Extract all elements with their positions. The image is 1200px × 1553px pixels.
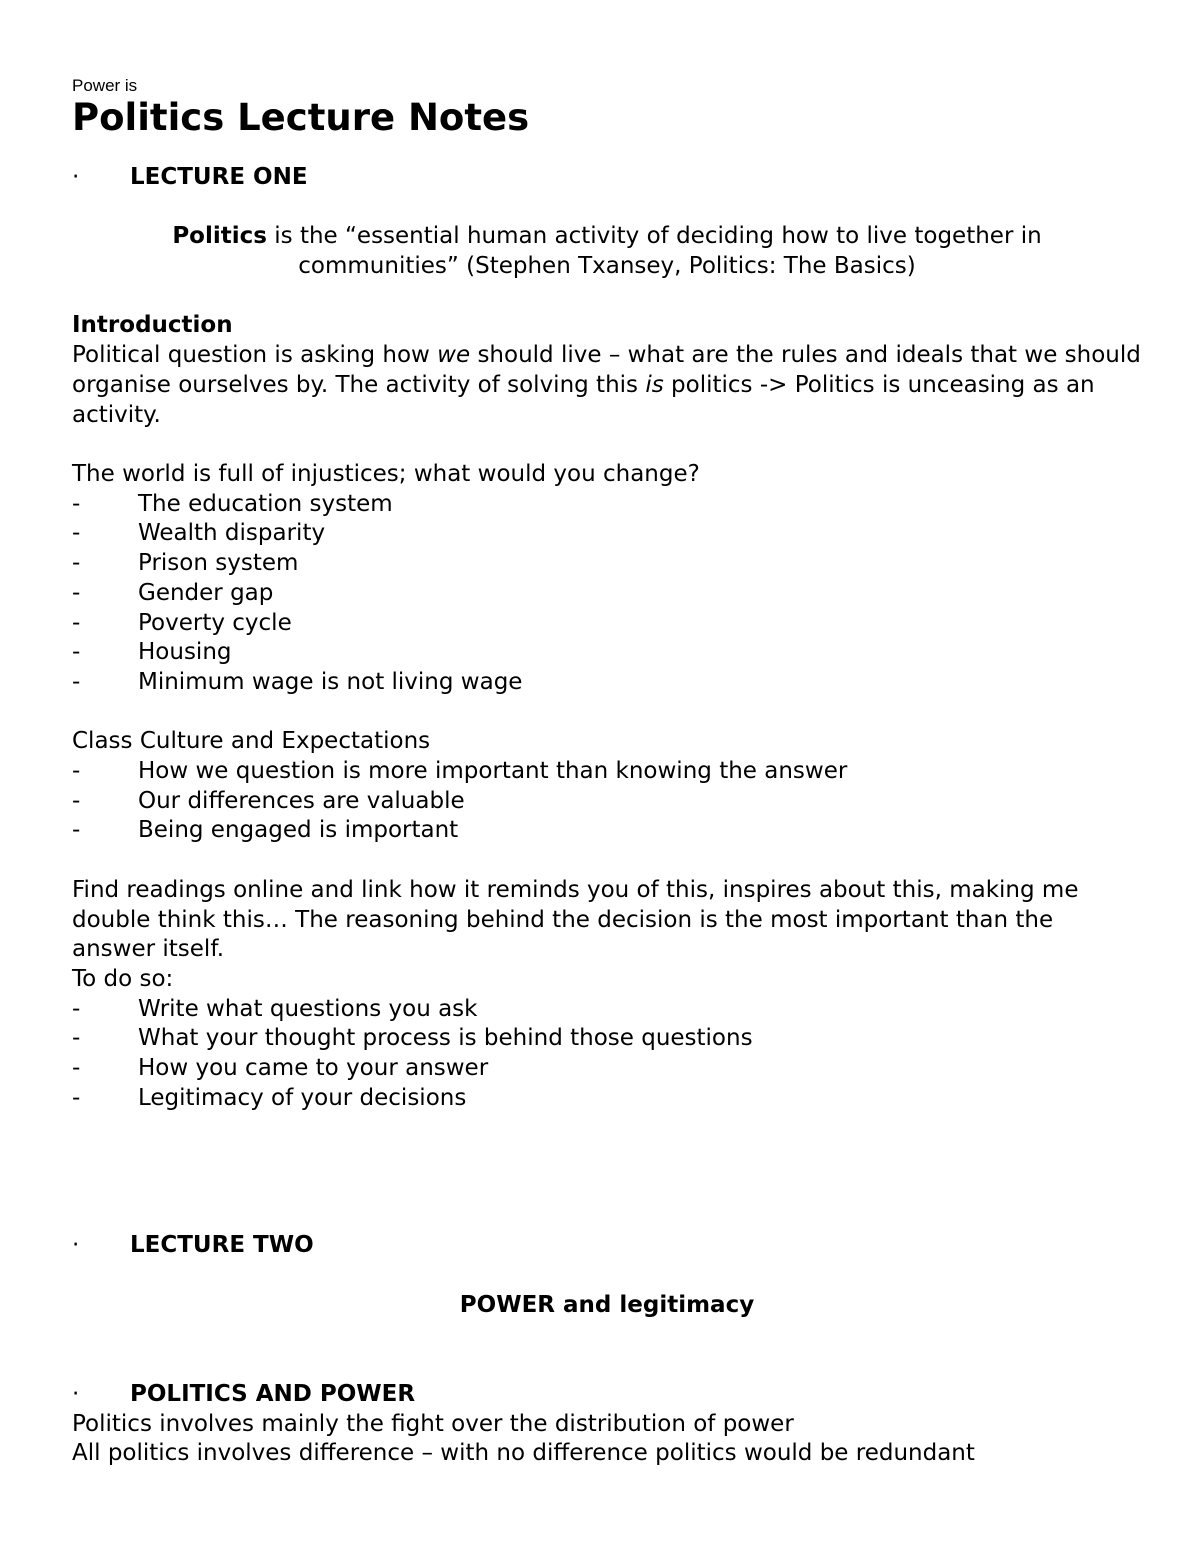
list-item xyxy=(72,519,1142,549)
culture-list xyxy=(72,757,1142,846)
list-item xyxy=(72,787,1142,817)
list-item xyxy=(72,1024,1142,1054)
dash-marker: - xyxy=(72,995,81,1022)
dash-marker: - xyxy=(72,520,81,547)
list-item-text: Gender gap xyxy=(138,579,274,606)
list-item xyxy=(72,668,1142,698)
dash-marker: - xyxy=(72,787,81,814)
list-item-text: How you came to your answer xyxy=(138,1055,489,1082)
list-item-text: Prison system xyxy=(138,550,299,577)
list-item-text: Legitimacy of your decisions xyxy=(138,1084,467,1111)
document-page xyxy=(72,76,1142,1469)
document-title: Politics Lecture Notes xyxy=(72,96,530,139)
bullet-dot: · xyxy=(72,164,80,190)
introduction-heading: Introduction xyxy=(72,312,233,339)
list-item xyxy=(72,638,1142,668)
list-item xyxy=(72,995,1142,1025)
power-line-2: All politics involves difference – with no difference politics would be redundant xyxy=(72,1440,975,1467)
list-item-text: Minimum wage is not living wage xyxy=(138,668,523,695)
quote-line-2: communities” (Stephen Txansey, Politics: The Basics) xyxy=(298,253,916,280)
readings-paragraph: Find readings online and link how it reminds you of this, inspires about this, making me double think this… The reasoning behind the decision is the most important than the answer itself. xyxy=(72,876,1079,963)
list-item xyxy=(72,1084,1142,1114)
dash-marker: - xyxy=(72,1025,81,1052)
bullet-dot: · xyxy=(72,1232,80,1259)
power-line-1: Politics involves mainly the fight over the distribution of power xyxy=(72,1410,794,1437)
lecture-two-heading xyxy=(72,1231,1142,1261)
list-item xyxy=(72,549,1142,579)
list-item-text: Housing xyxy=(138,639,232,666)
intro-text-3: politics -> Politics is unceasing as an activity. xyxy=(72,371,1095,428)
list-item-text: How we question is more important than knowing the answer xyxy=(138,758,848,784)
todo-lead: To do so: xyxy=(72,965,174,992)
dash-marker: - xyxy=(72,1084,81,1111)
politics-power-heading xyxy=(72,1380,1142,1410)
culture-lead: Class Culture and Expectations xyxy=(72,728,431,755)
lecture-one-heading xyxy=(72,163,1142,193)
politics-power-heading-text: POLITICS AND POWER xyxy=(130,1380,416,1407)
dash-marker: - xyxy=(72,550,81,577)
quote-term: Politics xyxy=(172,223,267,250)
politics-definition-quote xyxy=(72,222,1142,281)
dash-marker: - xyxy=(72,579,81,606)
dash-marker: - xyxy=(72,668,81,695)
todo-list xyxy=(72,995,1142,1114)
intro-text-2: should live – what are the rules and ideals that we should organise ourselves by. The activity of solving this xyxy=(72,342,1141,398)
list-item-text: The education system xyxy=(138,490,393,517)
dash-marker: - xyxy=(72,758,81,784)
injustice-lead: The world is full of injustices; what would you change? xyxy=(72,460,700,487)
injustice-list xyxy=(72,490,1142,698)
list-item-text: What your thought process is behind those questions xyxy=(138,1025,753,1052)
list-item xyxy=(72,579,1142,609)
intro-emphasis-we: we xyxy=(437,342,471,369)
list-item xyxy=(72,490,1142,520)
list-item-text: Being engaged is important xyxy=(138,817,459,844)
list-item-text: Write what questions you ask xyxy=(138,995,478,1022)
lecture-two-subtitle: POWER and legitimacy xyxy=(459,1291,755,1318)
list-item xyxy=(72,816,1142,846)
lecture-two-heading-text: LECTURE TWO xyxy=(130,1232,314,1259)
list-item xyxy=(72,1054,1142,1084)
list-item-text: Wealth disparity xyxy=(138,520,326,547)
bullet-dot: · xyxy=(72,1380,80,1407)
list-item-text: Our differences are valuable xyxy=(138,787,465,814)
intro-emphasis-is: is xyxy=(645,371,664,398)
dash-marker: - xyxy=(72,817,81,844)
introduction-paragraph xyxy=(72,341,1142,430)
list-item xyxy=(72,609,1142,639)
dash-marker: - xyxy=(72,1055,81,1082)
header-note: Power is xyxy=(72,76,138,95)
dash-marker: - xyxy=(72,490,81,517)
lecture-one-heading-text: LECTURE ONE xyxy=(130,164,308,190)
dash-marker: - xyxy=(72,639,81,666)
list-item-text: Poverty cycle xyxy=(138,609,292,636)
quote-line-1: is the “essential human activity of deciding how to live together in xyxy=(266,223,1042,250)
dash-marker: - xyxy=(72,609,81,636)
intro-text-1: Political question is asking how xyxy=(72,342,438,369)
list-item xyxy=(72,757,1142,787)
